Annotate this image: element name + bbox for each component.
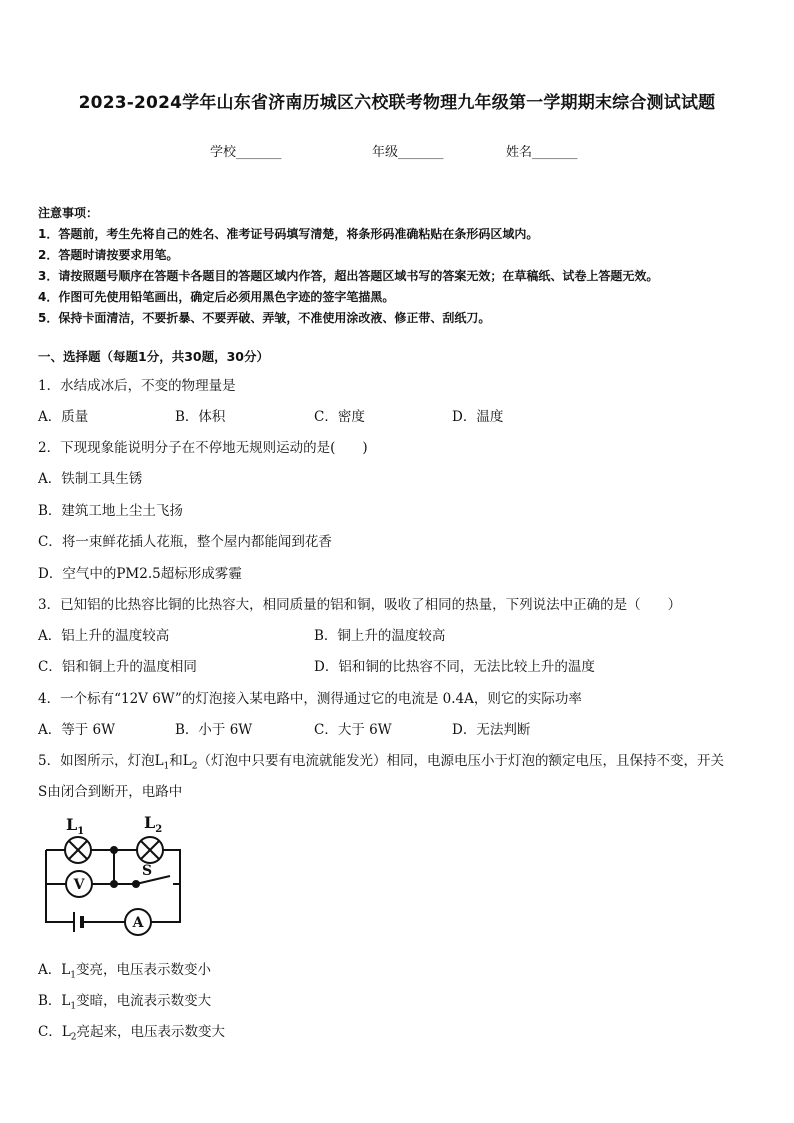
ammeter-label: A: [132, 915, 144, 931]
notes-block: [38, 203, 768, 329]
student-info-row: [0, 141, 794, 161]
notes-heading: 注意事项：: [38, 206, 99, 220]
lamp-l2-label: $L_2$: [144, 813, 163, 835]
question-5-stem-line2: S由闭合到断开，电路中: [38, 784, 183, 800]
q4-option-d[interactable]: D．无法判断: [452, 722, 531, 738]
question-5-stem: 5．如图所示，灯泡$L_1$和$L_2$（灯泡中只要有电流就能发光）相同，电源电压小于灯泡的额定电压，且保持不变，开关: [38, 753, 724, 772]
exam-title: 2023-2024学年山东省济南历城区六校联考物理九年级第一学期期末综合测试试题: [78, 93, 716, 113]
grade-field[interactable]: 年级_______: [372, 145, 444, 160]
q3-option-a[interactable]: A．铝上升的温度较高: [38, 628, 170, 644]
question-1-stem: 1．水结成冰后，不变的物理量是: [38, 378, 236, 394]
circuit-diagram: [38, 810, 198, 938]
q3-option-c[interactable]: C．铝和铜上升的温度相同: [38, 659, 197, 675]
note-item: 3．请按照题号顺序在答题卡各题目的答题区域内作答，超出答题区域书写的答案无效；在草稿纸、试卷上答题无效。: [38, 269, 659, 283]
q3-option-d[interactable]: D．铝和铜的比热容不同，无法比较上升的温度: [314, 659, 595, 675]
q1-option-b[interactable]: B．体积: [175, 409, 226, 425]
lamp-l1-label: $L_1$: [66, 815, 85, 837]
q2-option-d[interactable]: D．空气中的PM2.5超标形成雾霾: [38, 566, 242, 582]
section-heading: 一、选择题（每题1分，共30题，30分）: [38, 349, 269, 364]
question-2-stem: 2．下现现象能说明分子在不停地无规则运动的是( ): [38, 440, 368, 456]
question-4-stem: 4．一个标有“12V 6W”的灯泡接入某电路中，测得通过它的电流是 0.4A，则它的实际功率: [38, 691, 582, 707]
note-item: 5．保持卡面清洁，不要折暴、不要弄破、弄皱，不准使用涂改液、修正带、刮纸刀。: [38, 311, 491, 325]
school-field[interactable]: 学校_______: [210, 145, 282, 160]
lamp-l2-icon: [137, 837, 163, 863]
q5-option-b[interactable]: B．$L_1$变暗，电流表示数变大: [38, 993, 212, 1012]
q3-option-b[interactable]: B．铜上升的温度较高: [314, 628, 446, 644]
q2-option-c[interactable]: C．将一束鲜花插人花瓶，整个屋内都能闻到花香: [38, 534, 332, 550]
q1-option-a[interactable]: A．质量: [38, 409, 89, 425]
q5-option-a[interactable]: A．$L_1$变亮，电压表示数变小: [38, 962, 211, 981]
q4-option-c[interactable]: C．大于 6W: [314, 722, 392, 738]
lamp-l1-icon: [65, 837, 91, 863]
question-3-stem: 3．已知铝的比热容比铜的比热容大，相同质量的铝和铜，吸收了相同的热量，下列说法中正确的是（ ）: [38, 597, 682, 613]
q4-option-a[interactable]: A．等于 6W: [38, 722, 116, 738]
switch-pivot-dot: [132, 880, 140, 888]
q4-option-b[interactable]: B．小于 6W: [175, 722, 253, 738]
junction-dot: [110, 846, 118, 854]
note-item: 4．作图可先使用铅笔画出，确定后必须用黑色字迹的签字笔描黑。: [38, 290, 395, 304]
voltmeter-label: V: [73, 877, 85, 893]
name-field[interactable]: 姓名_______: [506, 145, 578, 160]
q1-option-d[interactable]: D．温度: [452, 409, 504, 425]
q1-option-c[interactable]: C．密度: [314, 409, 365, 425]
q5-option-c[interactable]: C．$L_2$亮起来，电压表示数变大: [38, 1024, 226, 1043]
switch-label: S: [142, 863, 153, 879]
junction-dot: [110, 880, 118, 888]
q2-option-a[interactable]: A．铁制工具生锈: [38, 471, 143, 487]
note-item: 2．答题时请按要求用笔。: [38, 248, 179, 262]
note-item: 1．答题前，考生先将自己的姓名、准考证号码填写清楚，将条形码准确粘贴在条形码区域内。: [38, 227, 539, 241]
q2-option-b[interactable]: B．建筑工地上尘土飞扬: [38, 503, 183, 519]
